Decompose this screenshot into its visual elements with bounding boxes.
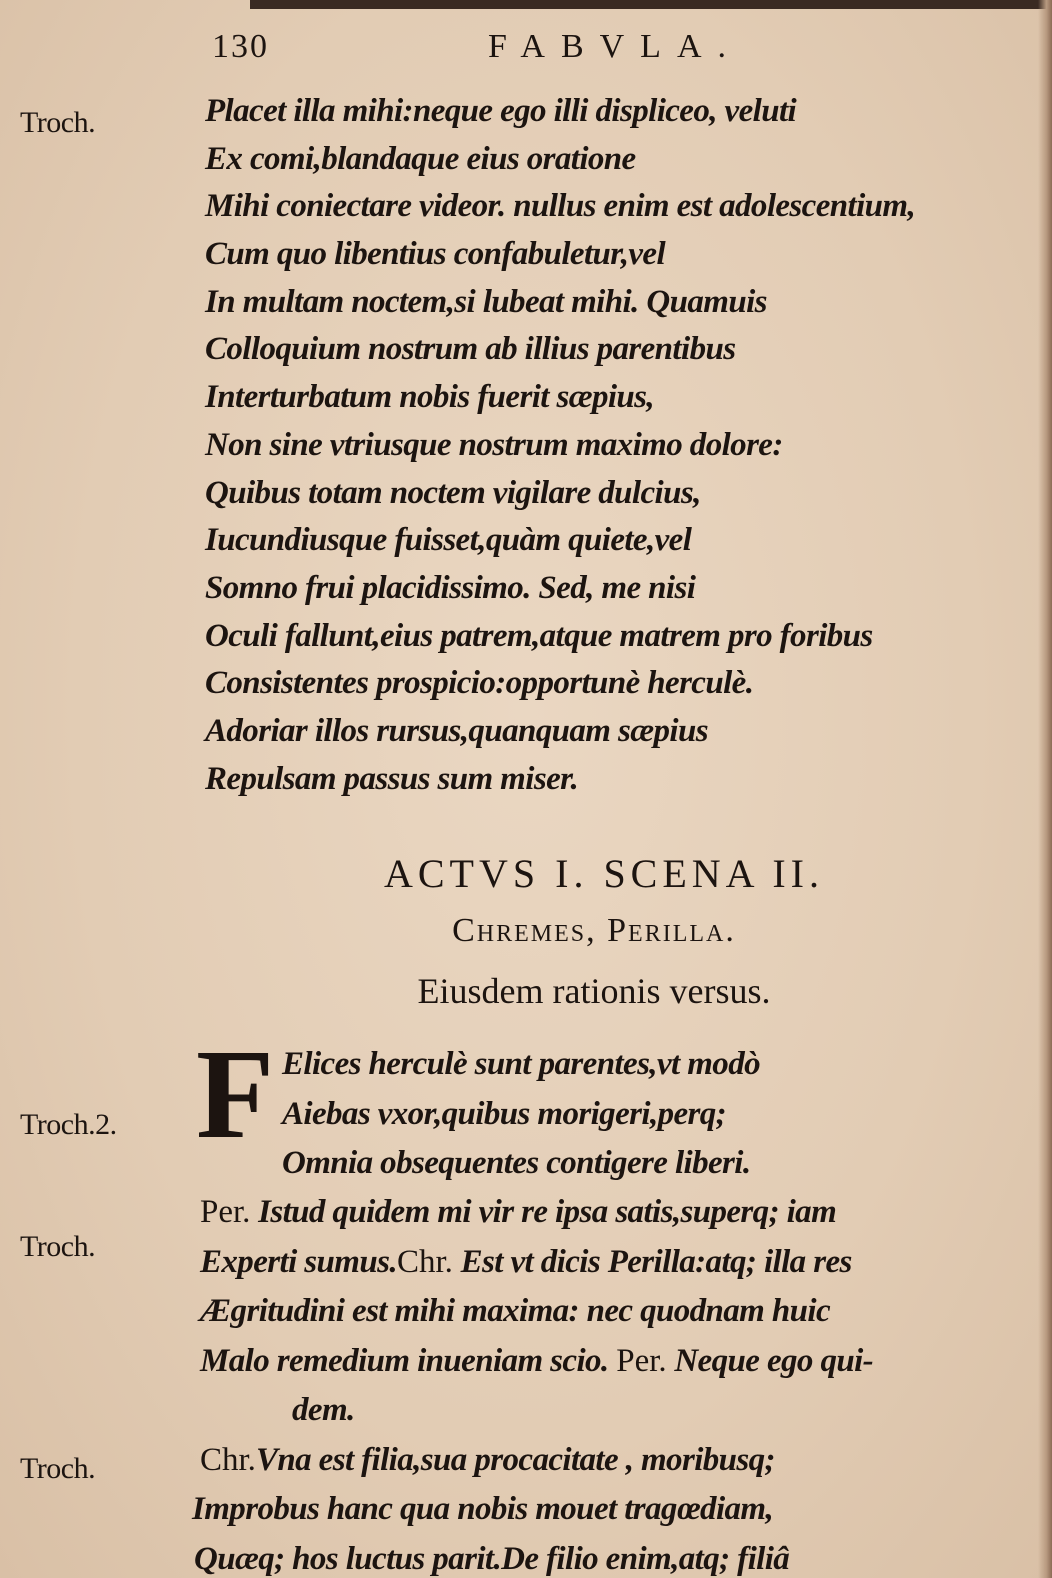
act-scene-heading: ACTVS I. SCENA II.	[383, 851, 825, 896]
verse-line: Interturbatum nobis fuerit sæpius,	[205, 379, 655, 416]
verse-line	[200, 1436, 873, 1486]
verse-line: Mihi coniectare videor. nullus enim est adolescentium,	[205, 188, 916, 225]
verse-line: Quibus totam noctem vigilare dulcius,	[205, 474, 701, 511]
verse-line: Omnia obsequentes contigere liberi.	[282, 1145, 751, 1181]
verse-line: Quæq; hos luctus parit.De filio enim,atq; filiâ	[194, 1540, 790, 1577]
verse-text: Istud quidem mi vir re ipsa satis,superq; iam	[258, 1194, 837, 1230]
page-header	[0, 28, 1052, 78]
verse-line: Cum quo libentius confabuletur,vel	[205, 236, 666, 273]
margin-note-meter: Troch.	[20, 1230, 96, 1263]
verse-text: Experti sumus.	[200, 1243, 397, 1280]
verse-line: Oculi fallunt,eius patrem,atque matrem pro foribus	[205, 617, 873, 654]
margin-note-meter: Troch.2.	[20, 1108, 117, 1141]
page-number: 130	[212, 28, 269, 65]
meter-note: Eiusdem rationis versus.	[417, 971, 771, 1011]
verse-line: Aiebas vxor,quibus morigeri,perq;	[282, 1095, 727, 1132]
verse-line: Iucundiusque fuisset,quàm quiete,vel	[205, 522, 692, 559]
drop-cap: F	[196, 1023, 275, 1165]
verse-text: Neque ego qui-	[674, 1342, 874, 1379]
verse-line: Placet illa mihi:neque ego illi displiceo, veluti	[205, 93, 797, 129]
page-top-edge	[250, 0, 1052, 9]
verse-line: Somno frui placidissimo. Sed, me nisi	[205, 569, 696, 606]
verse-line: Adoriar illos rursus,quanquam sæpius	[205, 712, 708, 749]
verse-line	[200, 1337, 873, 1387]
verse-line: dem.	[292, 1392, 355, 1428]
verse-line: Ægritudini est mihi maxima: nec quodnam huic	[200, 1293, 831, 1329]
verse-line	[200, 1188, 873, 1238]
verse-line: Ex comi,blandaque eius oratione	[205, 140, 636, 177]
verse-text: Vna est filia,sua procacitate , moribusq;	[255, 1441, 775, 1478]
verse-block-scene-two	[192, 1188, 874, 1578]
verse-block-indented	[282, 1040, 760, 1189]
verse-line: Non sine vtriusque nostrum maximo dolore:	[205, 426, 783, 463]
verse-line: Improbus hanc qua nobis mouet tragœdiam,	[192, 1491, 774, 1527]
verse-text: Malo remedium inueniam scio.	[200, 1342, 609, 1379]
verse-line: Consistentes prospicio:opportunè herculè.	[205, 665, 754, 702]
verse-text: Est vt dicis Perilla:atq; illa res	[460, 1243, 852, 1280]
verse-line	[200, 1238, 873, 1288]
margin-note-meter: Troch.	[20, 1452, 96, 1485]
speaker-label: Per.	[616, 1342, 667, 1379]
speaker-label: Chr.	[200, 1441, 256, 1478]
verse-block-scene-one	[205, 88, 1025, 803]
speaker-label: Chr.	[397, 1243, 453, 1280]
margin-note-meter: Troch.	[20, 106, 96, 139]
verse-line: Elices herculè sunt parentes,vt modò	[282, 1046, 760, 1082]
verse-line: In multam noctem,si lubeat mihi. Quamuis	[205, 283, 767, 320]
verse-line: Colloquium nostrum ab illius parentibus	[205, 331, 736, 368]
cast-list: Chremes, Perilla.	[452, 912, 736, 949]
verse-line: Repulsam passus sum miser.	[205, 760, 579, 797]
speaker-label: Per.	[200, 1194, 251, 1230]
running-title: FABVLA.	[488, 28, 742, 65]
page-binding-shadow	[1038, 0, 1052, 1578]
